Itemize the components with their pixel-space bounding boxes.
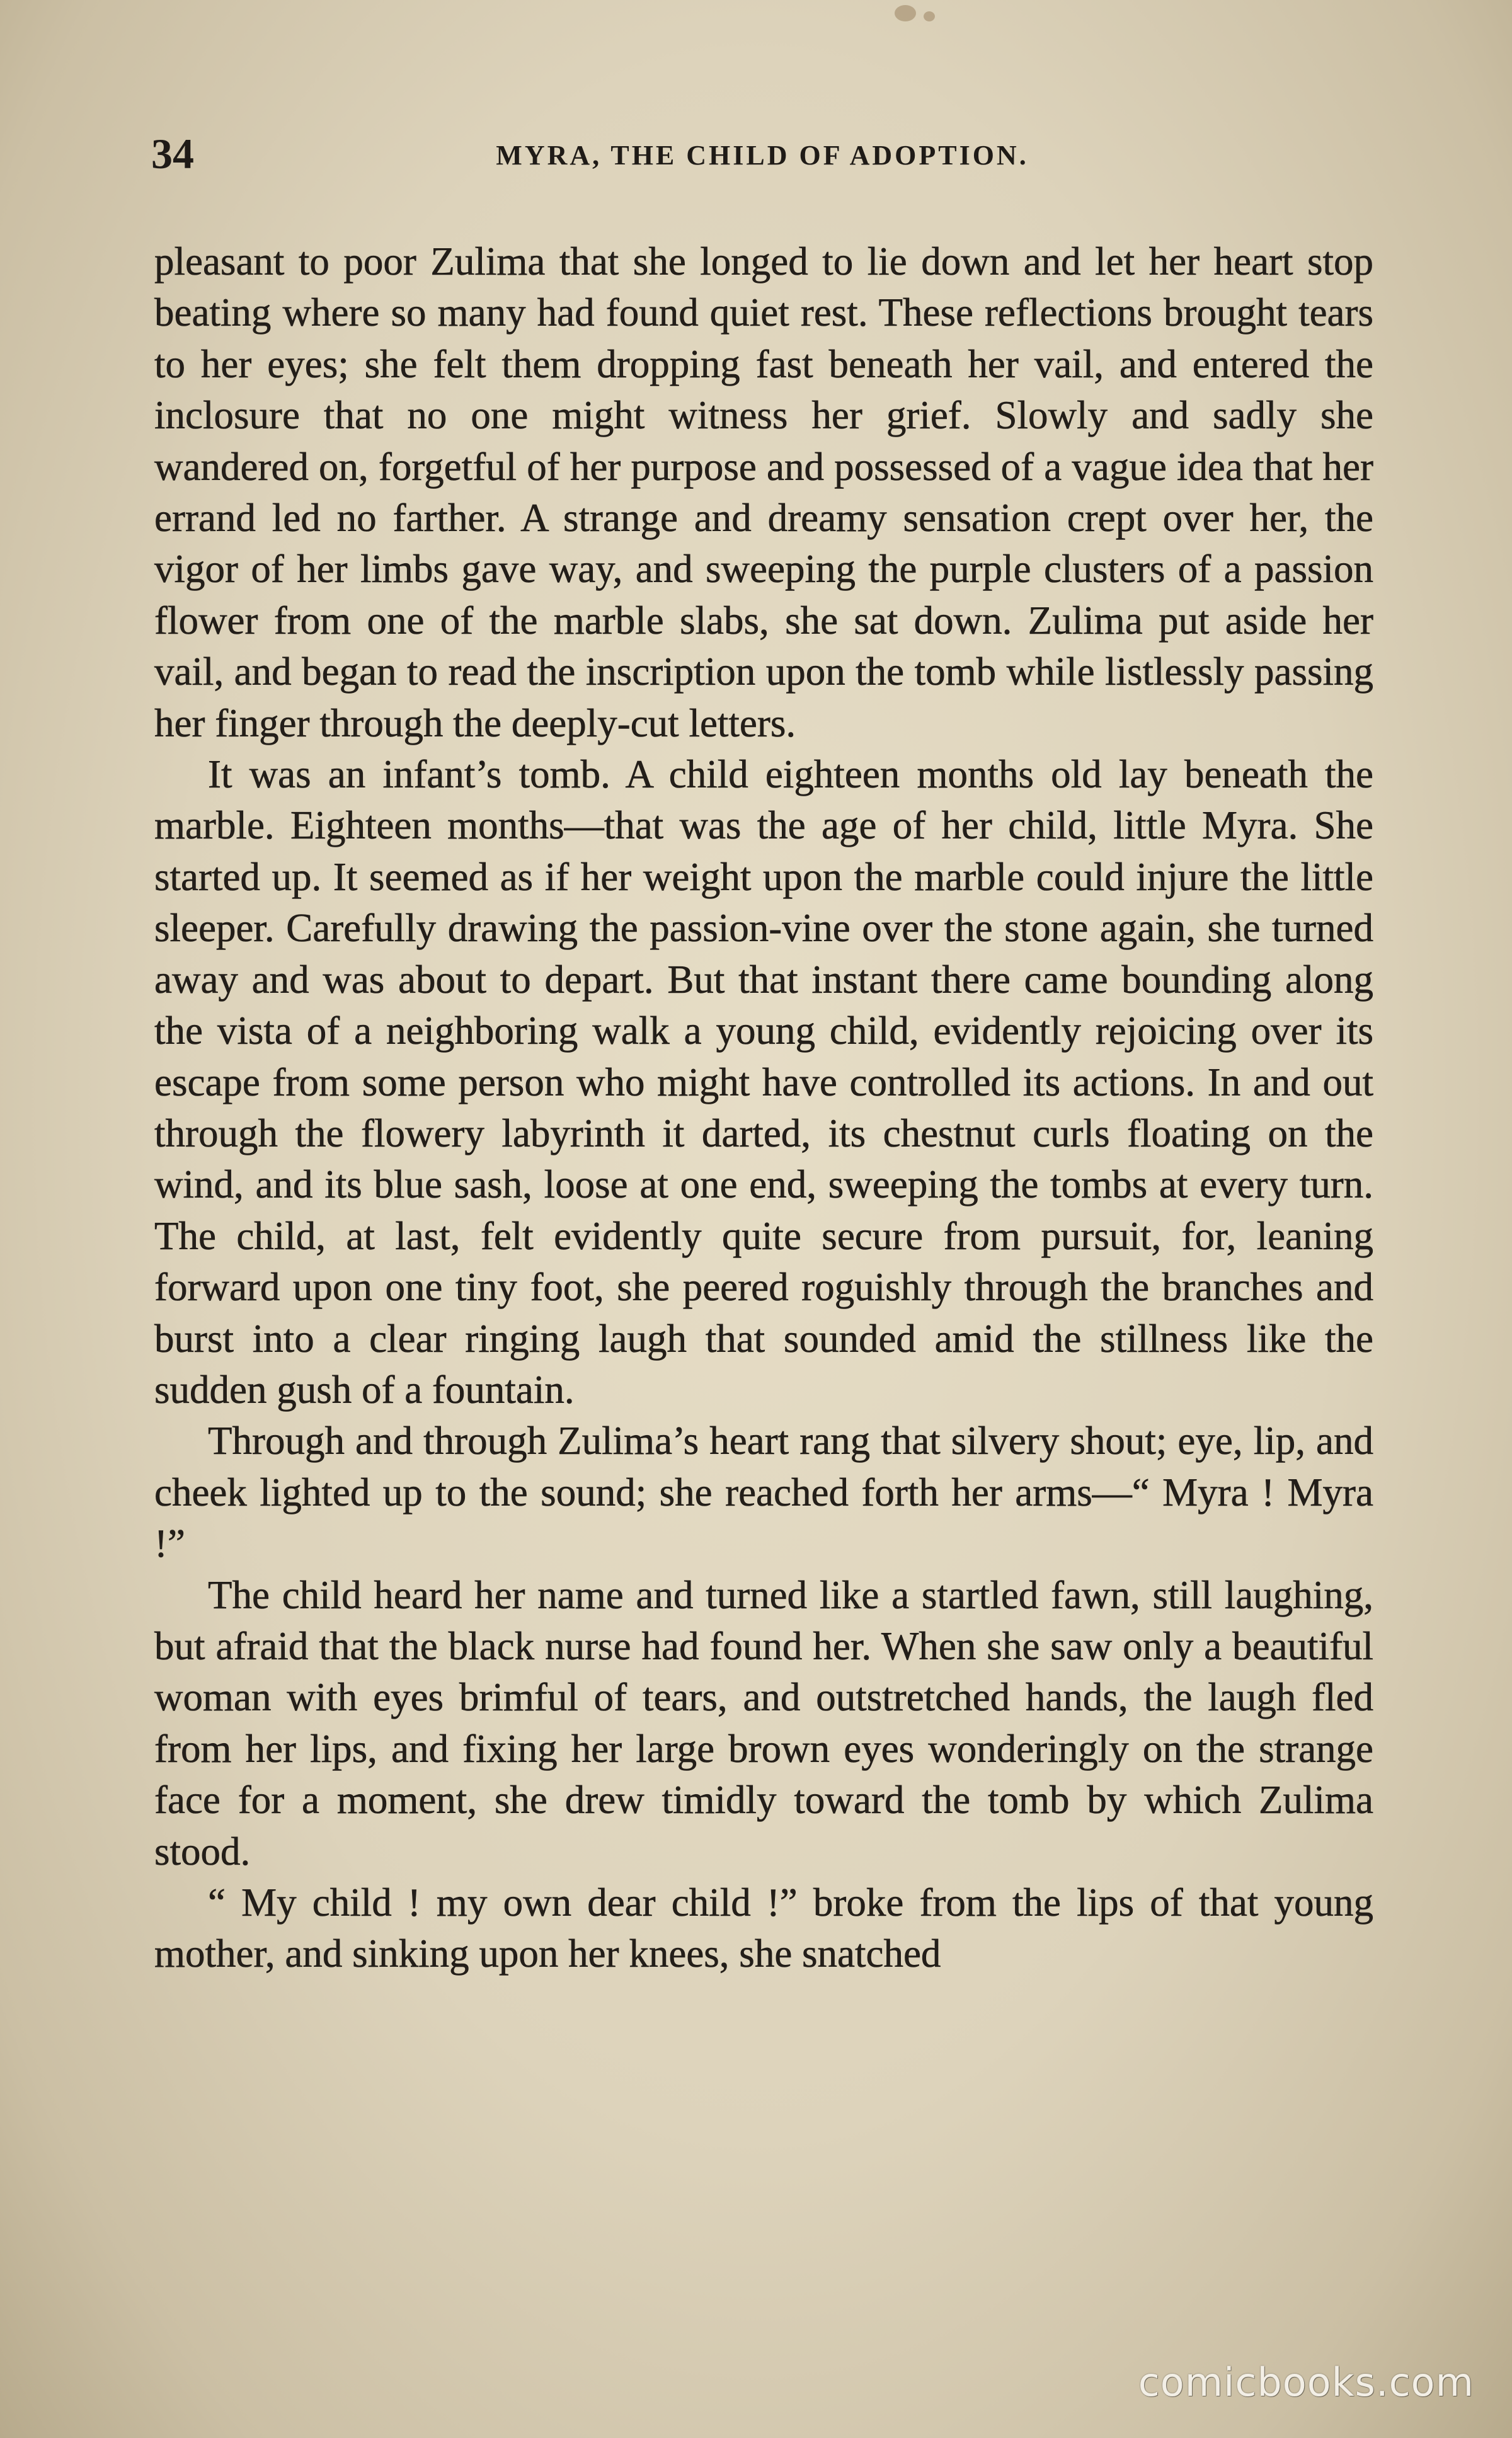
- paragraph: It was an infant’s tomb. A child eighteen months old lay beneath the marble. Eighteen months—that was the age of her child, little Myra. She started up. It seemed as if her weight upon the marble could injure the little sleeper. Carefully drawing the passion-vine over the stone again, she turned away and was about to depart. But that instant there came bounding along the vista of a neighboring walk a young child, evidently rejoicing over its escape from some person who might have controlled its actions. In and out through the flowery labyrinth it darted, its chestnut curls floating on the wind, and its blue sash, loose at one end, sweeping the tombs at every turn. The child, at last, felt evidently quite secure from pursuit, for, leaning forward upon one tiny foot, she peered roguishly through the branches and burst into a clear ringing laugh that sounded amid the stillness like the sudden gush of a fountain.: [154, 752, 1373, 1412]
- paper-stain: [895, 5, 916, 21]
- paragraph: The child heard her name and turned like a startled fawn, still laughing, but afraid that the black nurse had found her. When she saw only a beautiful woman with eyes brimful of tears, and outstretched hands, the laugh fled from her lips, and fixing her large brown eyes wonderingly on the strange face for a moment, she drew timidly toward the tomb by which Zulima stood.: [154, 1572, 1373, 1874]
- paper-stain: [924, 11, 935, 21]
- page-header: [151, 129, 1373, 186]
- paragraph: “ My child ! my own dear child !” broke from the lips of that young mother, and sinking upon her knees, she snatched: [154, 1880, 1373, 1976]
- watermark: comicbooks.com: [1138, 2359, 1474, 2405]
- paragraph: pleasant to poor Zulima that she longed to lie down and let her heart stop beating where so many had found quiet rest. These reflections brought tears to her eyes; she felt them dropping fast beneath her vail, and entered the inclosure that no one might witness her grief. Slowly and sadly she wandered on, forgetful of her purpose and possessed of a vague idea that her errand led no farther. A strange and dreamy sensation crept over her, the vigor of her limbs gave way, and sweeping the purple clusters of a passion flower from one of the marble slabs, she sat down. Zulima put aside her vail, and began to read the inscription upon the tomb while listlessly passing her finger through the deeply-cut letters.: [154, 239, 1373, 745]
- paragraph: Through and through Zulima’s heart rang that silvery shout; eye, lip, and cheek lighted up to the sound; she reached forth her arms—“ Myra ! Myra !”: [154, 1419, 1373, 1566]
- running-head: MYRA, THE CHILD OF ADOPTION.: [496, 140, 1029, 171]
- body-text: [154, 236, 1373, 1980]
- page-number: 34: [151, 130, 194, 178]
